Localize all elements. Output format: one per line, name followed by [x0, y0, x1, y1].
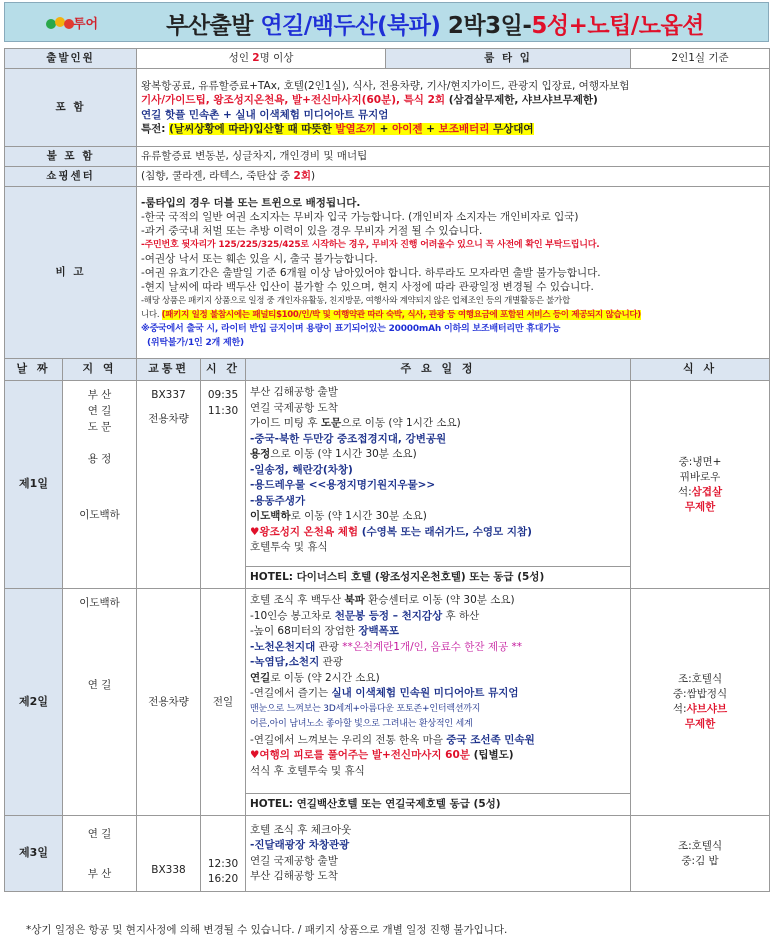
col-header-transport: 교통편	[137, 359, 201, 381]
day3-meals: 조:호텔식 중:김 밥	[631, 816, 770, 892]
note-line: 니다. (패키지 일정 불참시에는 패널티$100/인/박 및 여행약관 따라 숙박, 식사, 관광 등 여행요금에 포함된 서비스 등이 제공되지 않습니다)	[141, 309, 641, 320]
include-line: 왕복항공료, 유류할증료+TAx, 호텔(2인1실), 식사, 전용차량, 기사/현지가이드, 관광지 입장료, 여행자보험	[141, 79, 630, 92]
departure-value: 성인 2명 이상	[137, 49, 386, 69]
logo-text: 투어	[73, 17, 99, 32]
day2-meals: 조:호텔식 중:쌈밥정식 석:샤브샤브 무제한	[631, 589, 770, 816]
note-line: -주민번호 뒷자리가 125/225/325/425로 시작하는 경우, 무비자 진행 어려울수 있으니 꼭 사전에 확인 부탁드립니다.	[141, 239, 600, 250]
heart-icon: ♥	[250, 525, 260, 538]
col-header-time: 시 간	[201, 359, 246, 381]
day2-places: 이도백하 연 길	[63, 589, 137, 816]
day3-times: 12:30 16:20	[201, 816, 246, 892]
note-line: -한국 국적의 일반 여권 소지자는 무비자 입국 가능합니다. (개인비자 소지자는 개인비자로 입국)	[141, 210, 579, 223]
day3-places: 연 길 부 산	[63, 816, 137, 892]
day3-transport: BX338	[137, 816, 201, 892]
day1-label: 제1일	[5, 381, 63, 589]
departure-label: 출발인원	[5, 49, 137, 69]
note-line: ※중국에서 출국 시, 라이터 반입 금지이며 용량이 표기되어있는 20000mAh 이하의 보조배터리만 휴대가능	[141, 323, 561, 334]
day2-time: 전일	[201, 589, 246, 816]
include-label: 포 함	[5, 69, 137, 147]
include-content	[137, 69, 770, 147]
page-title: 부산출발 연길/백두산(북파) 2박3일-5성+노팁/노옵션	[166, 13, 704, 39]
day3-itinerary: 호텔 조식 후 체크아웃 -진달래광장 차창관광 연길 국제공항 출발 부산 김해공항 도착	[246, 816, 631, 892]
company-logo	[45, 11, 103, 35]
note-line: -여권상 낙서 또는 훼손 있을 시, 출국 불가능합니다.	[141, 252, 378, 265]
include-line: 기사/가이드팁, 왕조성지온천욕, 발+전신마사지(60분), 특식 2회 (삼겹살무제한, 샤브샤브무제한)	[141, 94, 598, 106]
day1-meals: 중:냉면+ 꿔바로우 석:삼겹살 무제한	[631, 381, 770, 589]
col-header-itinerary: 주 요 일 정	[246, 359, 631, 381]
room-value: 2인1실 기준	[631, 49, 770, 69]
notes-content	[137, 187, 770, 359]
include-line: 특전: (날씨상황에 따라)입산할 때 따뜻한 발열조끼 + 아이젠 + 보조배터리 무상대여	[141, 123, 534, 135]
day2-transport: 전용차량	[137, 589, 201, 816]
logo-icon	[45, 14, 75, 32]
note-line: (위탁불가/1인 2개 제한)	[147, 337, 244, 348]
day1-row	[5, 381, 770, 567]
day1-itinerary: 부산 김해공항 출발 연길 국제공항 도착 가이드 미팅 후 도문으로 이동 (약 1시간 소요) -중국-북한 두만강 중조접경지대, 강변공원 용정으로 이동 (약 1시간 30분 소요) -일송정, 해란강(차창) -용드레우물 <<용정지명기원지우물>> -용동주생가 이도백하로 이동 (약 1시간 30분 소요) ♥왕조성지 온천욕 체험 (수영복 또는 래쉬가드, 수영모 지참) 호텔투숙 및 휴식	[246, 381, 631, 567]
note-line: -해당 상품은 패키지 상품으로 일정 중 개인자유활동, 친지방문, 여행사와 계약되지 않은 업체조인 등의 개별활동은 불가합	[141, 295, 570, 306]
day2-row	[5, 589, 770, 794]
heart-icon: ♥	[250, 749, 260, 761]
footer-note: *상기 일정은 항공 및 현지사정에 의해 변경될 수 있습니다. / 패키지 상품으로 개별 일정 진행 불가입니다.	[26, 924, 508, 936]
day1-places: 부 산 연 길 도 문 용 정 이도백하	[63, 381, 137, 589]
include-line: 연길 핫플 민속촌 + 실내 이색체험 미디어아트 뮤지엄	[141, 108, 389, 121]
day1-times: 09:35 11:30	[201, 381, 246, 589]
note-line: -여권 유효기간은 출발일 기준 6개월 이상 남아있어야 합니다. 하루라도 모자라면 출발 불가능합니다.	[141, 266, 601, 279]
col-header-place: 지 역	[63, 359, 137, 381]
day2-itinerary: 호텔 조식 후 백두산 북파 환승센터로 이동 (약 30분 소요) -10인승 봉고차로 천문봉 등정 – 천지감상 후 하산 -높이 68미터의 장엄한 장백폭포 -노천온천지대 관광 **온천계란1개/인, 음료수 한잔 제공 ** -녹염담,소천지 관광 연길로 이동 (약 2시간 소요) -연길에서 즐기는 실내 이색체험 민속원 미디어아트 뮤지엄 맨눈으로 느껴보는 3D세계+아름다운 포토존+인터렉션까지 어른,아이 남녀노소 좋아할 빛으로 그려내는 환상적인 세계 -연길에서 느껴보는 우리의 전통 한옥 마을 중국 조선족 민속원 ♥여행의 피로를 풀어주는 발+전신마사지 60분 (팁별도) 석식 후 호텔투숙 및 휴식	[246, 589, 631, 794]
col-header-meal: 식 사	[631, 359, 770, 381]
title-banner	[4, 2, 769, 42]
day1-hotel: HOTEL: 다이너스티 호텔 (왕조성지온천호텔) 또는 동급 (5성)	[246, 567, 631, 589]
room-label: 룸 타 입	[386, 49, 631, 69]
itinerary-table	[4, 48, 770, 892]
exclude-label: 불 포 함	[5, 147, 137, 167]
shopping-value: (침향, 쿨라겐, 라텍스, 죽탄삽 중 2회)	[137, 167, 770, 187]
note-line: -과거 중국내 처벌 또는 추방 이력이 있을 경우 무비자 거절 될 수 있습니다.	[141, 224, 483, 237]
day2-label: 제2일	[5, 589, 63, 816]
note-line: -룸타입의 경우 더블 또는 트윈으로 배정됩니다.	[141, 196, 361, 209]
day3-row	[5, 816, 770, 892]
exclude-value: 유류할증료 변동분, 싱글차지, 개인경비 및 매너팁	[137, 147, 770, 167]
col-header-day: 날 짜	[5, 359, 63, 381]
day1-transport: BX337 전용차량	[137, 381, 201, 589]
day3-label: 제3일	[5, 816, 63, 892]
note-line: -현지 날씨에 따라 백두산 입산이 불가할 수 있으며, 현지 사정에 따라 관광일정 변경될 수 있습니다.	[141, 280, 594, 293]
note-label: 비 고	[5, 187, 137, 359]
shopping-label: 쇼핑센터	[5, 167, 137, 187]
day2-hotel: HOTEL: 연길백산호텔 또는 연길국제호텔 동급 (5성)	[246, 794, 631, 816]
